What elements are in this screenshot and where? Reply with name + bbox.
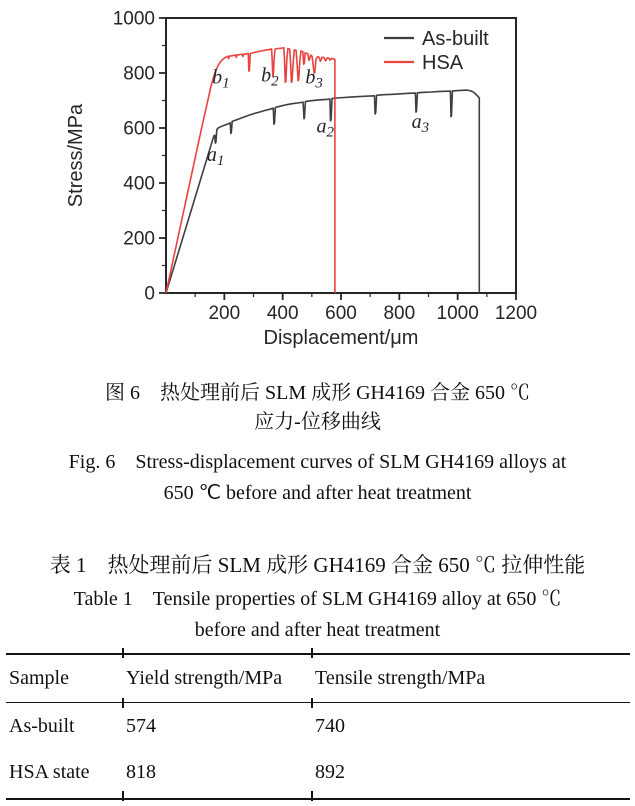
x-tick-label: 200 bbox=[208, 303, 241, 324]
table-cell-sample: As-built bbox=[9, 714, 75, 737]
x-tick-label: 600 bbox=[325, 303, 357, 324]
table-rule-tick bbox=[311, 698, 313, 708]
table-rule-tick bbox=[311, 791, 313, 801]
table-row bbox=[6, 703, 630, 749]
table-title-cn: 表 1 热处理前后 SLM 成形 GH4169 合金 650 ℃ 拉伸性能 bbox=[49, 553, 586, 577]
legend-label-hsa: HSA bbox=[422, 52, 464, 74]
annotation-a2: $a_2$ bbox=[316, 115, 334, 141]
table-cell-tensile: 892 bbox=[315, 760, 345, 783]
figure-caption-en-line1: Fig. 6 Stress-displacement curves of SLM GH4169 alloys at bbox=[68, 451, 567, 473]
stress-displacement-chart bbox=[0, 0, 635, 362]
table-cell-tensile: 740 bbox=[315, 714, 345, 737]
x-tick-label: 800 bbox=[383, 303, 416, 324]
table-header-yield-strength: Yield strength/MPa bbox=[126, 667, 283, 689]
legend-label-as-built: As-built bbox=[422, 28, 489, 50]
tensile-properties-table bbox=[6, 653, 630, 800]
table-rule-tick bbox=[122, 791, 124, 801]
table-header-tensile-strength: Tensile strength/MPa bbox=[315, 667, 486, 689]
table-header-sample: Sample bbox=[9, 667, 69, 689]
x-tick-label: 1200 bbox=[494, 303, 538, 324]
figure-caption-cn-line2: 应力-位移曲线 bbox=[254, 411, 381, 433]
table-cell-yield: 818 bbox=[126, 760, 156, 783]
annotation-b1: $b_1$ bbox=[212, 66, 230, 92]
table-rule-tick bbox=[311, 648, 313, 658]
table-row bbox=[6, 749, 630, 795]
table-title-en-line2: before and after heat treatment bbox=[194, 619, 441, 641]
x-tick-label: 400 bbox=[266, 303, 299, 324]
y-tick-label: 400 bbox=[123, 173, 155, 195]
table-rule-tick bbox=[122, 698, 124, 708]
y-tick-label: 1000 bbox=[112, 8, 155, 30]
figure-caption-cn-line1: 图 6 热处理前后 SLM 成形 GH4169 合金 650 ℃ bbox=[104, 382, 530, 404]
annotation-b3: $b_3$ bbox=[305, 66, 323, 92]
annotation-b2: $b_2$ bbox=[261, 64, 279, 90]
table-title-en-line1: Table 1 Tensile properties of SLM GH4169 alloy at 650 ℃ bbox=[73, 588, 562, 610]
table-header-row bbox=[6, 655, 630, 703]
table-cell-yield: 574 bbox=[126, 714, 156, 737]
annotation-a3: $a_3$ bbox=[411, 111, 430, 136]
x-axis-title: Displacement/μm bbox=[263, 327, 419, 349]
annotation-a1: $a_1$ bbox=[206, 144, 225, 169]
y-tick-label: 800 bbox=[123, 63, 155, 85]
y-tick-label: 0 bbox=[144, 283, 155, 305]
y-tick-label: 600 bbox=[123, 118, 155, 140]
x-tick-label: 1000 bbox=[436, 303, 479, 324]
figure-caption-en-line2: 650 ℃ before and after heat treatment bbox=[163, 482, 472, 504]
table-rule-tick bbox=[122, 648, 124, 658]
table-cell-sample: HSA state bbox=[9, 760, 90, 783]
y-axis-title: Stress/MPa bbox=[65, 103, 87, 208]
y-tick-label: 200 bbox=[123, 228, 155, 250]
